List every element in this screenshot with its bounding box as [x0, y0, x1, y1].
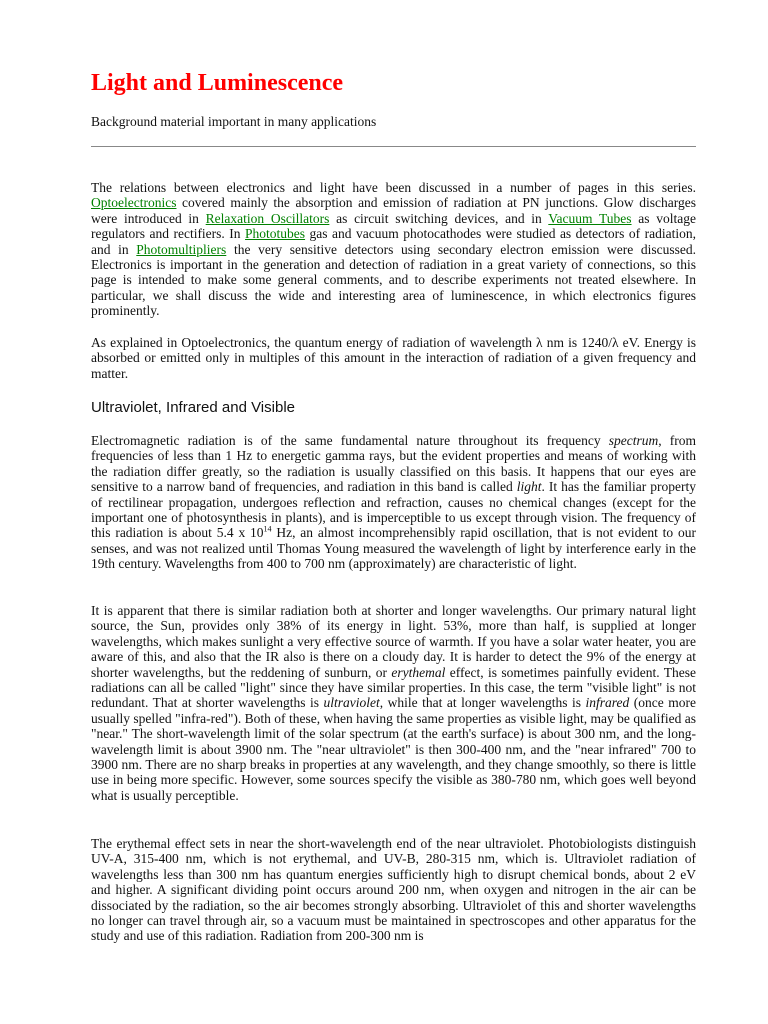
wavelength-paragraph — [91, 603, 696, 803]
text-run: It is apparent that there is similar radiation both at shorter and longer wavelengths. Our primary natural light source, the Sun, provides only 38% of its energy in light. 53%, more than half, is supplied at longer wavelengths, which makes sunlight a very effective source of warmth. If you have a solar water heater, you are aware of this, and also that the IR also is there on a cloudy day. It is harder to detect the 9% of the energy at shorter wavelengths, but the reddening of sunburn, or — [91, 603, 696, 680]
italic-term: infrared — [585, 695, 630, 711]
text-run: effect, is sometimes painfully evident. These radiations can all be called "light" since they have similar properties. In this case, the term "visible light" is not redundant. That at shorter wavelengths is — [91, 664, 696, 711]
quantum-energy-paragraph — [91, 335, 696, 381]
link-photomultipliers[interactable]: Photomultipliers — [136, 241, 227, 257]
text-run: covered mainly the absorption and emission of radiation at PN junctions. Glow discharges were introduced in — [91, 195, 696, 226]
horizontal-divider — [91, 146, 696, 147]
text-run: as circuit switching devices, and in — [329, 210, 549, 226]
erythemal-paragraph — [91, 836, 696, 944]
link-relaxation-oscillators[interactable]: Relaxation Oscillators — [205, 210, 330, 226]
link-phototubes[interactable]: Phototubes — [245, 226, 306, 242]
paragraph-text: As explained in Optoelectronics, the quantum energy of radiation of wavelength λ nm is 1240/λ eV. Energy is absorbed or emitted only in multiples of this amount in the interaction of radiation of a given frequency and matter. — [91, 335, 696, 381]
text-run: , while that at longer wavelengths is — [379, 695, 586, 711]
spectrum-paragraph — [91, 433, 696, 572]
italic-term: spectrum — [608, 433, 659, 448]
page-subtitle: Background material important in many applications — [91, 114, 377, 129]
link-optoelectronics[interactable]: Optoelectronics — [91, 195, 177, 211]
text-run: Hz, an almost incomprehensibly rapid oscillation, that is not evident to our senses, and was not realized until Thomas Young measured the wavelength of light by interference early in the 19th century. Wavelengths from 400 to 700 nm (approximately) are characteristic of light. — [91, 525, 696, 572]
italic-term: light — [516, 479, 542, 495]
text-run: gas and vacuum photocathodes were studied as detectors of radiation, and in — [91, 226, 696, 257]
section-heading: Ultraviolet, Infrared and Visible — [91, 399, 295, 416]
text-run: the very sensitive detectors using secondary electron emission were discussed. Electronics is important in the generation and detection of radiation in a great variety of connections, so this page is intended to make some general comments, and to describe experiments not treated elsewhere. In particular, we shall discuss the wide and interesting area of luminescence, in which electronics figures prominently. — [91, 241, 696, 319]
page-title: Light and Luminescence — [91, 70, 344, 96]
superscript: 14 — [263, 524, 272, 534]
intro-paragraph — [91, 180, 696, 319]
text-run: The relations between electronics and light have been discussed in a number of pages in this series. — [91, 180, 696, 195]
text-run: as voltage regulators and rectifiers. In — [91, 210, 696, 242]
text-run: (once more usually spelled "infra-red"). Both of these, when having the same properties as visible light, may be qualified as "near." The short-wavelength limit of the solar spectrum (at the earth's surface) is about 300 nm, and the long-wavelength limit is about 3900 nm. The "near ultraviolet" is then 300-400 nm, and the "near infrared" 700 to 3900 nm. There are no sharp breaks in properties at any wavelength, and they change smoothly, so there is little use in being more specific. However, some sources specify the visible as 380-780 nm, which goes well beyond what is usually perceptible. — [91, 695, 696, 803]
paragraph-text: The erythemal effect sets in near the short-wavelength end of the near ultraviolet. Photobiologists distinguish UV-A, 315-400 nm, which is not erythemal, and UV-B, 280-315 nm, which is. Ultraviolet radiation of wavelengths less than 300 nm has quantum energies sufficiently high to disrupt chemical bonds, about 2 eV and higher. A significant dividing point occurs around 200 nm, when oxygen and nitrogen in the air can be dissociated by the radiation, so the air becomes strongly absorbing. Ultraviolet of this and shorter wavelengths no longer can travel through air, so a vacuum must be maintained in spectroscopes and other apparatus for the study and use of this radiation. Radiation from 200-300 nm is — [91, 836, 696, 944]
text-run: , from frequencies of less than 1 Hz to energetic gamma rays, but the evident properties and means of working with the radiation differ greatly, so the radiation is usually classified on this basis. It happens that our eyes are sensitive to a narrow band of frequencies, and radiation in this band is called — [91, 433, 696, 495]
italic-term: erythemal — [391, 664, 446, 680]
text-run: . It has the familiar property of rectilinear propagation, undergoes reflection and refraction, causes no chemical changes (except for the important one of photosynthesis in plants), and is imperceptible to us except through vision. The frequency of this radiation is about 5.4 x 10 — [91, 479, 696, 541]
text-run: Electromagnetic radiation is of the same fundamental nature throughout its frequency — [91, 433, 609, 448]
italic-term: ultraviolet — [323, 695, 380, 711]
link-vacuum-tubes[interactable]: Vacuum Tubes — [548, 210, 632, 226]
